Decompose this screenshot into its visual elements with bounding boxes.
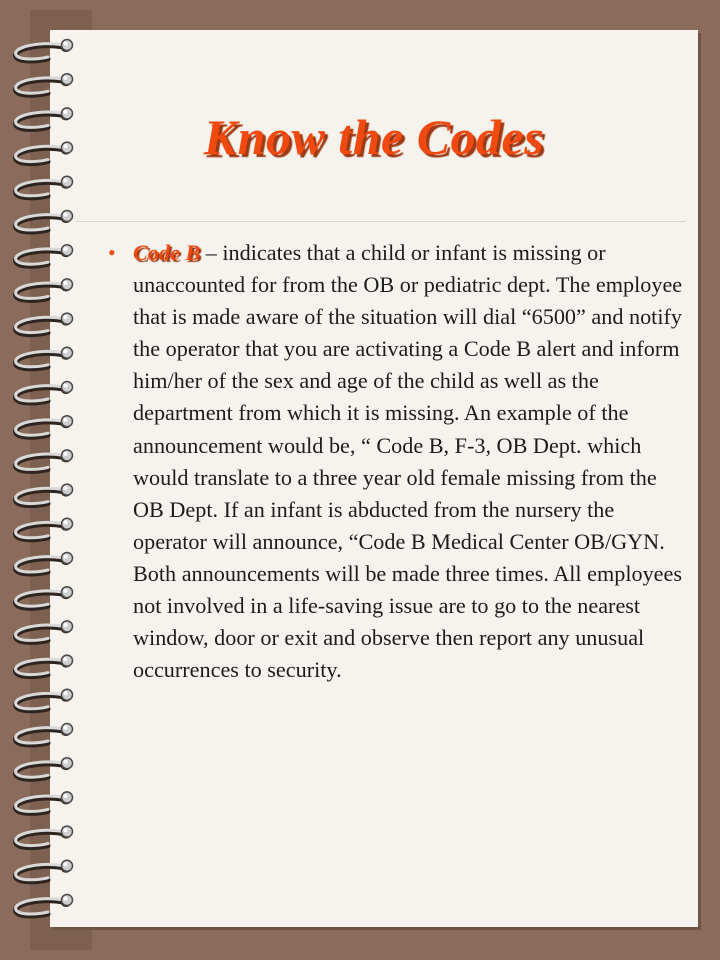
spiral-ring — [16, 621, 73, 643]
spiral-ring — [16, 724, 73, 746]
spiral-ring — [16, 313, 73, 335]
code-description: indicates that a child or infant is missing or unaccounted for from the OB or pediatric dept. The employee that is made aware of the situation will dial “6500” and notify the operator that you are activating a Code B alert and inform him/her of the sex and age of the child as well as the department from which it is missing. An example of the announcement would be, “ Code B, F-3, OB Dept. which would translate to a three year old female missing from the OB Dept. If an infant is abducted from the nursery the operator will announce, “Code B Medical Center OB/GYN. Both announcements will be made three times. All employees not involved in a life-saving issue are to go to the nearest window, door or exit and observe then report any unusual occurrences to security. — [133, 240, 683, 683]
spiral-ring — [16, 792, 73, 814]
spiral-ring — [16, 484, 73, 506]
slide-content — [106, 237, 686, 686]
spiral-ring — [16, 553, 73, 575]
spiral-ring — [16, 245, 73, 267]
term-dash: – — [200, 240, 223, 265]
spiral-ring — [16, 826, 73, 848]
spiral-ring — [16, 518, 73, 540]
spiral-ring — [16, 689, 73, 711]
spiral-ring — [16, 895, 73, 917]
spiral-ring — [16, 382, 73, 404]
spiral-ring — [16, 758, 73, 780]
spiral-ring — [16, 176, 73, 198]
spiral-ring — [16, 655, 73, 677]
spiral-ring — [16, 860, 73, 882]
spiral-ring — [16, 416, 73, 438]
spiral-ring — [16, 587, 73, 609]
spiral-ring — [16, 450, 73, 472]
spiral-ring — [16, 347, 73, 369]
code-term: Code B — [133, 240, 201, 265]
bullet-item-code-b — [106, 237, 686, 686]
spiral-ring — [16, 74, 73, 96]
spiral-ring — [16, 211, 73, 233]
spiral-ring — [16, 279, 73, 301]
slide-title: Know the Codes — [203, 109, 545, 165]
bullet-icon: • — [108, 240, 116, 265]
title-divider — [76, 221, 686, 222]
spiral-ring — [16, 40, 73, 62]
